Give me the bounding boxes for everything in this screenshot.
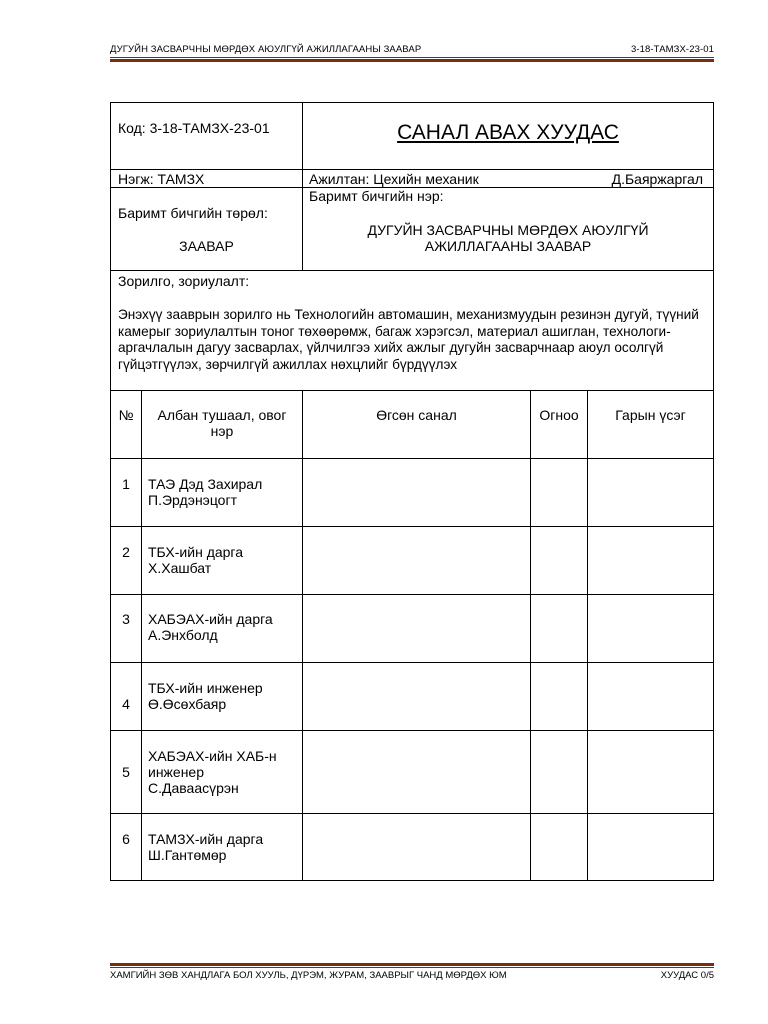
doc-name-label: Баримт бичгийн нэр: [309, 188, 444, 204]
row-number: 4 [122, 696, 130, 712]
person-title-cont: инженер [148, 764, 205, 780]
row-person [148, 680, 298, 712]
person-title: ХАБЭАХ-ийн дарга [148, 611, 273, 627]
form-title: САНАЛ АВАХ ХУУДАС [397, 121, 619, 144]
divider [111, 390, 713, 391]
person-title: ТБХ-ийн инженер [148, 680, 263, 696]
row-number: 1 [122, 476, 130, 492]
footer-rule-thin [110, 967, 714, 968]
footer-slogan: ХАМГИЙН ЗӨВ ХАНДЛАГА БОЛ ХУУЛЬ, ДҮРЭМ, ЖУРАМ, ЗААВРЫГ ЧАНД МӨРДӨХ ЮМ [110, 970, 507, 981]
person-title: ТБХ-ийн дарга [148, 544, 244, 560]
row-number: 5 [122, 764, 130, 780]
footer-page-number: ХУУДАС 0/5 [660, 970, 714, 981]
row-person [148, 748, 298, 796]
row-person [148, 611, 298, 643]
row-person [148, 831, 298, 863]
divider [111, 813, 713, 814]
person-name: А.Энхболд [148, 627, 218, 643]
row-number: 6 [122, 831, 130, 847]
unit-label: Нэгж: ТАМЗХ [118, 171, 205, 187]
col-header-no: № [118, 407, 134, 423]
purpose-label: Зорилго, зориулалт: [118, 273, 250, 289]
page-header [110, 44, 714, 58]
row-person [148, 544, 298, 576]
header-code: 3-18-ТАМЗХ-23-01 [630, 44, 714, 55]
divider [587, 390, 588, 880]
col-header-date: Огноо [539, 407, 579, 423]
person-title: ТАЭ Дэд Захирал [148, 476, 263, 492]
divider [111, 594, 713, 595]
form-code: Код: 3-18-ТАМЗХ-23-01 [118, 120, 270, 136]
header-rule-thick [110, 59, 714, 62]
person-name: П.Эрдэнэцогт [148, 492, 237, 508]
header-rule-thin [110, 57, 714, 58]
employee-name: Д.Баяржаргал [611, 171, 703, 187]
page-footer [110, 970, 714, 984]
feedback-form-table [110, 102, 714, 881]
divider [302, 390, 303, 880]
divider [111, 730, 713, 731]
doc-type-label: Баримт бичгийн төрөл: [118, 205, 268, 221]
row-number: 2 [122, 544, 130, 560]
employee-label: Ажилтан: Цехийн механик [309, 171, 479, 187]
divider [111, 169, 713, 170]
divider [141, 390, 142, 880]
person-name: С.Даваасүрэн [148, 780, 239, 796]
person-name: Ө.Өсөхбаяр [148, 696, 227, 712]
person-title: ТАМЗХ-ийн дарга [148, 831, 264, 847]
person-name: Ш.Гантөмөр [148, 847, 227, 863]
col-header-proposal: Өгсөн санал [376, 407, 457, 423]
purpose-text: Энэхүү зааврын зорилго нь Технологийн автомашин, механизмуудын резинэн дугуй, түүний камерыг зориулалтын тоног төхөөрөмж, багаж хэрэгсэл, материал ашиглан, технологи-аргачлалын дагуу засварлах, үйлчилгээ хийх ажлыг дугуйн засварчнаар аюул осолгүй гүйцэтгүүлэх, зөрчилгүй ажиллах нөхцлийг бүрдүүлэх [118, 307, 699, 372]
divider [530, 390, 531, 880]
person-title: ХАБЭАХ-ийн ХАБ-н [148, 748, 277, 764]
divider [111, 662, 713, 663]
footer-rule-thick [110, 963, 714, 966]
divider [111, 270, 713, 271]
divider [111, 526, 713, 527]
col-header-signature: Гарын үсэг [615, 407, 686, 423]
col-header-position: Албан тушаал, овог нэр [157, 407, 287, 439]
row-person [148, 476, 298, 508]
divider [111, 458, 713, 459]
row-number: 3 [122, 611, 130, 627]
person-name: Х.Хашбат [148, 560, 212, 576]
header-title: ДУГУЙН ЗАСВАРЧНЫ МӨРДӨХ АЮУЛГҮЙ АЖИЛЛАГААНЫ ЗААВАР [110, 44, 422, 55]
doc-name-value: ДУГУЙН ЗАСВАРЧНЫ МӨРДӨХ АЮУЛГҮЙ АЖИЛЛАГААНЫ ЗААВАР [367, 222, 649, 254]
doc-type-value: ЗААВАР [179, 238, 234, 254]
